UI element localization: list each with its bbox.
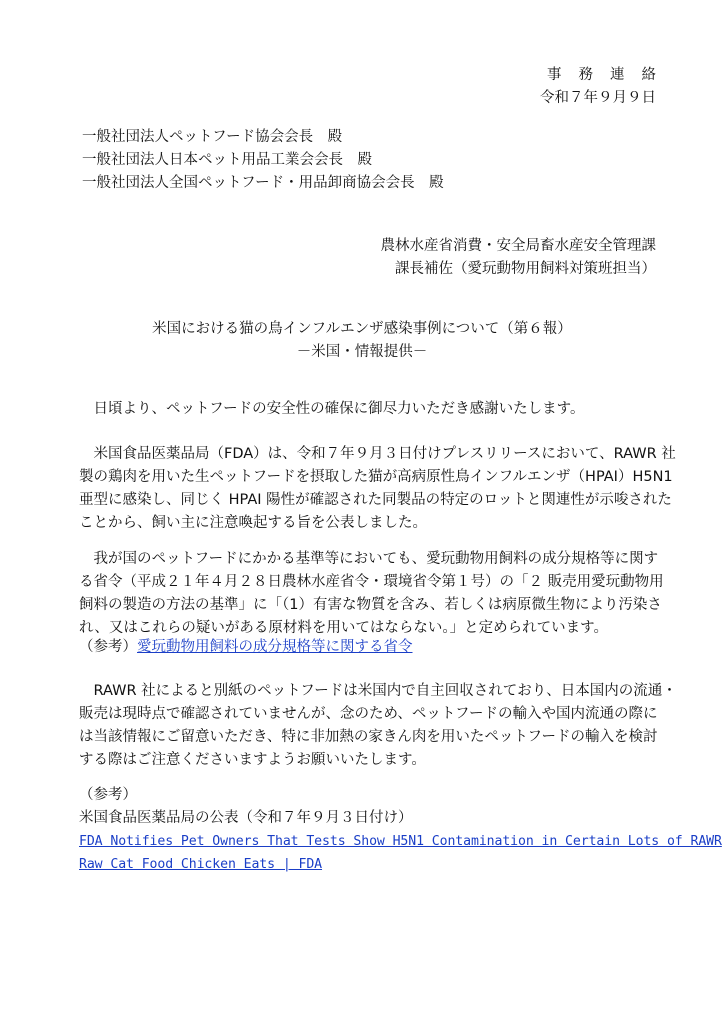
addressee-line: 一般社団法人全国ペットフード・用品卸商協会会長 殿 [82,175,444,191]
document-date: 令和７年９月９日 [540,90,656,106]
paragraph-line: る省令（平成２１年４月２８日農林水産省令・環境省令第１号）の「２ 販売用愛玩動物用 [79,574,664,590]
sender-title: 課長補佐（愛玩動物用飼料対策班担当） [395,261,656,277]
paragraph-line [79,636,657,659]
sender-block [381,235,657,281]
paragraph-line: ことから、飼い主に注意喚起する旨を公表しました。 [79,515,427,531]
paragraph-line: 我が国のペットフードにかかる基準等においても、愛玩動物用飼料の成分規格等に関す [93,551,659,567]
paragraph-line: れ、又はこれらの疑いがある原材料を用いてはならない。」と定められています。 [79,620,608,636]
addressee-line: 一般社団法人日本ペット用品工業会会長 殿 [82,152,372,168]
reference-section [79,784,722,876]
paragraph-standards [79,548,664,640]
subject-block [0,318,724,364]
paragraph-line: 日頃より、ペットフードの安全性の確保に御尽力いただき感謝いたします。 [93,401,585,417]
paragraph-line: は当該情報にご留意いただき、特に非加熱の家きん肉を用いたペットフードの輸入を検討 [79,729,658,745]
sender-department: 農林水産省消費・安全局畜水産安全管理課 [380,238,656,254]
reference-ordinance [79,636,657,659]
reference-label: （参考） [79,639,137,655]
document-type: 事務連絡 [547,67,673,83]
paragraph-recall-notice [79,680,677,772]
paragraph-line: 販売は現時点で確認されていませんが、念のため、ペットフードの輸入や国内流通の際に [79,706,658,722]
paragraph-line: 米国食品医薬品局（FDA）は、令和７年９月３日付けプレスリリースにおいて、RAWR 社 [93,446,676,462]
addressee-list [82,126,444,195]
reference-source: 米国食品医薬品局の公表（令和７年９月３日付け） [79,810,413,826]
ordinance-link[interactable]: 愛玩動物用飼料の成分規格等に関する省令 [137,639,413,655]
fda-link-continued[interactable]: Raw Cat Food Chicken Eats | FDA [79,857,323,872]
addressee-line: 一般社団法人ペットフード協会会長 殿 [82,129,343,145]
paragraph-greeting [79,398,657,421]
paragraph-line: 亜型に感染し、同じく HPAI 陽性が確認された同製品の特定のロットと関連性が示唆された [79,492,672,508]
paragraph-line: 飼料の製造の方法の基準」に「（1）有害な物質を含み、若しくは病原微生物により汚染さ [79,597,662,613]
fda-link-line [79,830,722,853]
reference-heading: （参考） [79,787,137,803]
fda-link-line [79,853,657,876]
subject-subtitle: －米国・情報提供－ [296,344,428,360]
paragraph-line: RAWR 社によると別紙のペットフードは米国内で自主回収されており、日本国内の流通・ [93,683,677,699]
paragraph-line: する際はご注意くださいますようお願いいたします。 [79,752,426,768]
fda-link[interactable]: FDA Notifies Pet Owners That Tests Show H5N1 Contamination in Certain Lots of RAWR [79,834,722,849]
paragraph-line: 製の鶏肉を用いた生ペットフードを摂取した猫が高病原性鳥インフルエンザ（HPAI）H5N1 [79,469,673,485]
paragraph-fda-announcement [79,443,676,535]
subject-title: 米国における猫の鳥インフルエンザ感染事例について（第６報） [152,321,572,337]
